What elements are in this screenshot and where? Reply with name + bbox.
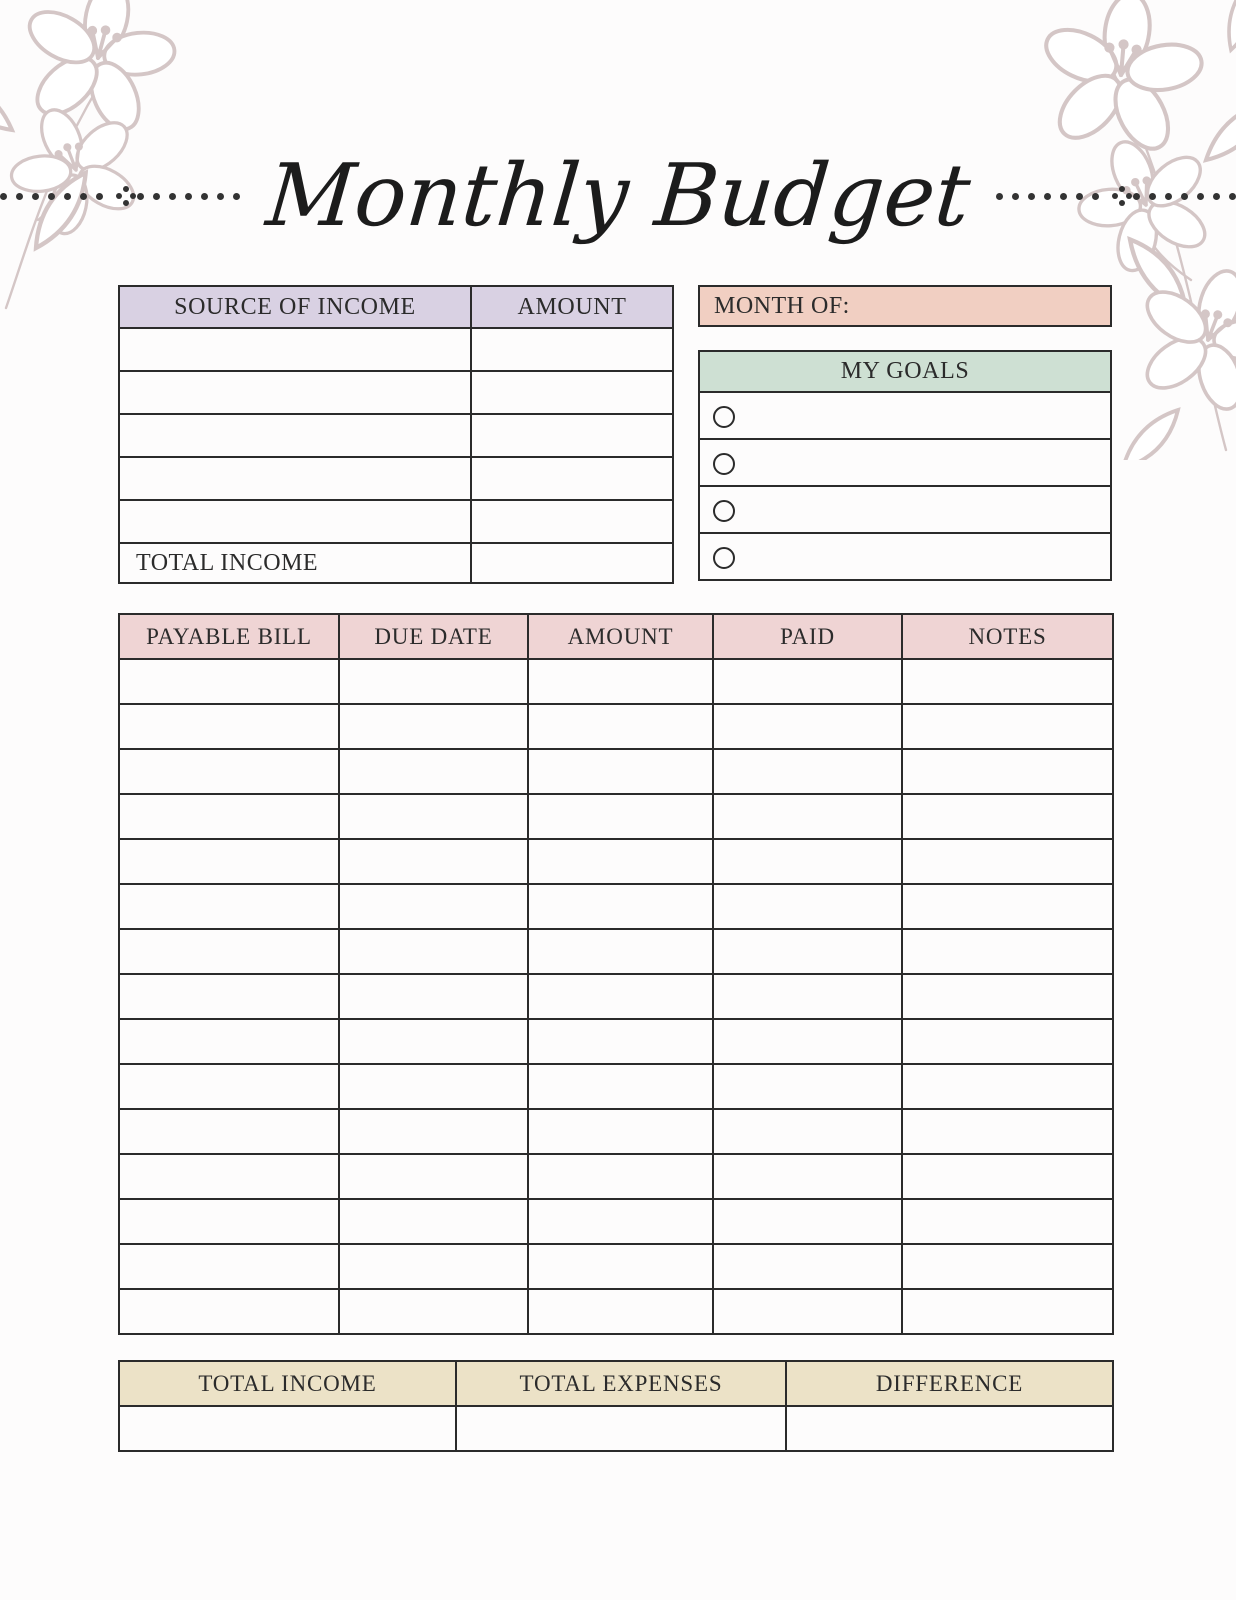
dot-icon <box>1213 193 1220 200</box>
bill-payable-cell[interactable] <box>119 1154 339 1199</box>
income-amount-cell[interactable] <box>471 414 673 457</box>
ornament-dots <box>1133 193 1236 200</box>
bill-amount-cell[interactable] <box>528 974 713 1019</box>
bill-payable-cell[interactable] <box>119 1109 339 1154</box>
table-row <box>119 704 1113 749</box>
income-amount-cell[interactable] <box>471 500 673 543</box>
totals-table <box>118 1360 1114 1452</box>
bill-due-date-cell[interactable] <box>339 1199 528 1244</box>
bill-paid-cell[interactable] <box>713 1109 902 1154</box>
goal-row <box>699 486 1111 533</box>
bill-notes-cell[interactable] <box>902 1109 1113 1154</box>
bill-notes-cell[interactable] <box>902 1244 1113 1289</box>
total-income-row <box>119 543 673 583</box>
bill-amount-cell[interactable] <box>528 929 713 974</box>
bills-table <box>118 613 1114 1335</box>
table-row <box>119 974 1113 1019</box>
table-row <box>119 1289 1113 1334</box>
bill-due-date-cell[interactable] <box>339 974 528 1019</box>
bill-amount-cell[interactable] <box>528 1244 713 1289</box>
bill-amount-cell[interactable] <box>528 704 713 749</box>
bills-header-due-date: DUE DATE <box>339 614 528 659</box>
dot-icon <box>1149 193 1156 200</box>
diamond-cluster-icon <box>1112 186 1120 206</box>
totals-header-total-income: TOTAL INCOME <box>119 1361 456 1406</box>
income-source-cell[interactable] <box>119 328 471 371</box>
dot-icon <box>1076 193 1083 200</box>
circle-bullet-icon[interactable] <box>713 406 735 428</box>
dot-icon <box>137 193 144 200</box>
bill-due-date-cell[interactable] <box>339 794 528 839</box>
bill-notes-cell[interactable] <box>902 1064 1113 1109</box>
bill-notes-cell[interactable] <box>902 749 1113 794</box>
dot-icon <box>1133 193 1140 200</box>
income-amount-cell[interactable] <box>471 328 673 371</box>
dot-icon <box>233 193 240 200</box>
bill-paid-cell[interactable] <box>713 704 902 749</box>
bill-notes-cell[interactable] <box>902 884 1113 929</box>
bill-amount-cell[interactable] <box>528 1199 713 1244</box>
bill-payable-cell[interactable] <box>119 1019 339 1064</box>
dot-icon <box>1028 193 1035 200</box>
circle-bullet-icon[interactable] <box>713 547 735 569</box>
dot-icon <box>1012 193 1019 200</box>
income-amount-cell[interactable] <box>471 457 673 500</box>
table-row <box>119 328 673 371</box>
bill-paid-cell[interactable] <box>713 749 902 794</box>
dot-icon <box>217 193 224 200</box>
bill-amount-cell[interactable] <box>528 1019 713 1064</box>
dot-icon <box>169 193 176 200</box>
table-row <box>119 1109 1113 1154</box>
bill-payable-cell[interactable] <box>119 794 339 839</box>
total-income-result-cell[interactable] <box>119 1406 456 1451</box>
ornament-dots <box>996 193 1099 200</box>
totals-header-difference: DIFFERENCE <box>786 1361 1113 1406</box>
bill-paid-cell[interactable] <box>713 1199 902 1244</box>
goals-table <box>698 350 1112 581</box>
table-row <box>119 749 1113 794</box>
dot-icon <box>1092 193 1099 200</box>
bill-paid-cell[interactable] <box>713 794 902 839</box>
bill-amount-cell[interactable] <box>528 1154 713 1199</box>
bills-header-row <box>119 614 1113 659</box>
title-row <box>0 126 1236 266</box>
dot-icon <box>80 193 87 200</box>
dot-icon <box>96 193 103 200</box>
bill-amount-cell[interactable] <box>528 659 713 704</box>
table-row <box>119 1154 1113 1199</box>
income-source-cell[interactable] <box>119 457 471 500</box>
diamond-cluster-icon <box>116 186 124 206</box>
bills-header-payable-bill: PAYABLE BILL <box>119 614 339 659</box>
page-title: Monthly Budget <box>262 146 974 246</box>
circle-bullet-icon[interactable] <box>713 453 735 475</box>
bill-due-date-cell[interactable] <box>339 1289 528 1334</box>
dot-icon <box>16 193 23 200</box>
bill-due-date-cell[interactable] <box>339 929 528 974</box>
dot-icon <box>201 193 208 200</box>
goal-cell[interactable] <box>699 439 1111 486</box>
bill-notes-cell[interactable] <box>902 1289 1113 1334</box>
bill-due-date-cell[interactable] <box>339 1064 528 1109</box>
bill-due-date-cell[interactable] <box>339 704 528 749</box>
bill-paid-cell[interactable] <box>713 1064 902 1109</box>
table-row <box>119 500 673 543</box>
bill-notes-cell[interactable] <box>902 659 1113 704</box>
month-of-field[interactable] <box>698 285 1112 327</box>
dot-icon <box>1229 193 1236 200</box>
table-row <box>119 414 673 457</box>
bill-paid-cell[interactable] <box>713 839 902 884</box>
bill-payable-cell[interactable] <box>119 1244 339 1289</box>
dot-icon <box>48 193 55 200</box>
table-row <box>119 1244 1113 1289</box>
bill-paid-cell[interactable] <box>713 1154 902 1199</box>
dot-icon <box>1197 193 1204 200</box>
goal-cell[interactable] <box>699 486 1111 533</box>
dot-icon <box>1165 193 1172 200</box>
dot-icon <box>1181 193 1188 200</box>
bill-due-date-cell[interactable] <box>339 839 528 884</box>
table-row <box>119 794 1113 839</box>
bill-notes-cell[interactable] <box>902 1154 1113 1199</box>
bill-notes-cell[interactable] <box>902 794 1113 839</box>
bills-header-paid: PAID <box>713 614 902 659</box>
goals-header-row <box>699 351 1111 392</box>
bill-due-date-cell[interactable] <box>339 1244 528 1289</box>
total-income-label: TOTAL INCOME <box>119 543 471 583</box>
totals-value-row <box>119 1406 1113 1451</box>
bill-amount-cell[interactable] <box>528 1109 713 1154</box>
bill-notes-cell[interactable] <box>902 1019 1113 1064</box>
table-row <box>119 457 673 500</box>
bill-due-date-cell[interactable] <box>339 884 528 929</box>
total-expenses-result-cell[interactable] <box>456 1406 786 1451</box>
table-row <box>119 839 1113 884</box>
income-source-cell[interactable] <box>119 371 471 414</box>
circle-bullet-icon[interactable] <box>713 500 735 522</box>
bill-due-date-cell[interactable] <box>339 659 528 704</box>
dot-icon <box>1044 193 1051 200</box>
dot-icon <box>0 193 7 200</box>
bill-paid-cell[interactable] <box>713 1244 902 1289</box>
table-row <box>119 929 1113 974</box>
bill-paid-cell[interactable] <box>713 884 902 929</box>
dot-icon <box>185 193 192 200</box>
bill-payable-cell[interactable] <box>119 839 339 884</box>
dot-icon <box>32 193 39 200</box>
bill-payable-cell[interactable] <box>119 704 339 749</box>
bill-paid-cell[interactable] <box>713 929 902 974</box>
bill-amount-cell[interactable] <box>528 749 713 794</box>
bills-header-notes: NOTES <box>902 614 1113 659</box>
income-header-amount: AMOUNT <box>471 286 673 328</box>
table-row <box>119 659 1113 704</box>
dot-icon <box>153 193 160 200</box>
goal-cell[interactable] <box>699 392 1111 439</box>
bill-due-date-cell[interactable] <box>339 1154 528 1199</box>
bill-due-date-cell[interactable] <box>339 749 528 794</box>
bill-notes-cell[interactable] <box>902 929 1113 974</box>
dot-icon <box>1060 193 1067 200</box>
bill-paid-cell[interactable] <box>713 974 902 1019</box>
bill-amount-cell[interactable] <box>528 884 713 929</box>
income-header-source: SOURCE OF INCOME <box>119 286 471 328</box>
bill-notes-cell[interactable] <box>902 1199 1113 1244</box>
bill-due-date-cell[interactable] <box>339 1019 528 1064</box>
bill-payable-cell[interactable] <box>119 659 339 704</box>
income-source-cell[interactable] <box>119 414 471 457</box>
dot-icon <box>64 193 71 200</box>
bill-amount-cell[interactable] <box>528 794 713 839</box>
difference-result-cell[interactable] <box>786 1406 1113 1451</box>
ornament-dots <box>137 193 240 200</box>
my-goals-header: MY GOALS <box>699 351 1111 392</box>
bill-notes-cell[interactable] <box>902 839 1113 884</box>
bill-payable-cell[interactable] <box>119 1289 339 1334</box>
bill-paid-cell[interactable] <box>713 1019 902 1064</box>
bill-due-date-cell[interactable] <box>339 1109 528 1154</box>
total-income-value-cell[interactable] <box>471 543 673 583</box>
table-row <box>119 1019 1113 1064</box>
bill-payable-cell[interactable] <box>119 884 339 929</box>
bill-payable-cell[interactable] <box>119 1199 339 1244</box>
income-table <box>118 285 674 584</box>
month-of-label: MONTH OF: <box>714 292 850 319</box>
bill-payable-cell[interactable] <box>119 929 339 974</box>
totals-header-row <box>119 1361 1113 1406</box>
goal-cell[interactable] <box>699 533 1111 580</box>
bill-payable-cell[interactable] <box>119 749 339 794</box>
bill-paid-cell[interactable] <box>713 659 902 704</box>
totals-header-total-expenses: TOTAL EXPENSES <box>456 1361 786 1406</box>
bill-amount-cell[interactable] <box>528 1289 713 1334</box>
bill-amount-cell[interactable] <box>528 1064 713 1109</box>
dot-icon <box>996 193 1003 200</box>
goal-row <box>699 439 1111 486</box>
table-row <box>119 884 1113 929</box>
bill-paid-cell[interactable] <box>713 1289 902 1334</box>
table-row <box>119 1199 1113 1244</box>
bill-notes-cell[interactable] <box>902 704 1113 749</box>
income-amount-cell[interactable] <box>471 371 673 414</box>
table-row <box>119 1064 1113 1109</box>
income-source-cell[interactable] <box>119 500 471 543</box>
goal-row <box>699 392 1111 439</box>
bill-payable-cell[interactable] <box>119 974 339 1019</box>
bill-notes-cell[interactable] <box>902 974 1113 1019</box>
bill-amount-cell[interactable] <box>528 839 713 884</box>
bills-header-amount: AMOUNT <box>528 614 713 659</box>
ornament-dots <box>0 193 103 200</box>
income-header-row <box>119 286 673 328</box>
bill-payable-cell[interactable] <box>119 1064 339 1109</box>
table-row <box>119 371 673 414</box>
goal-row <box>699 533 1111 580</box>
